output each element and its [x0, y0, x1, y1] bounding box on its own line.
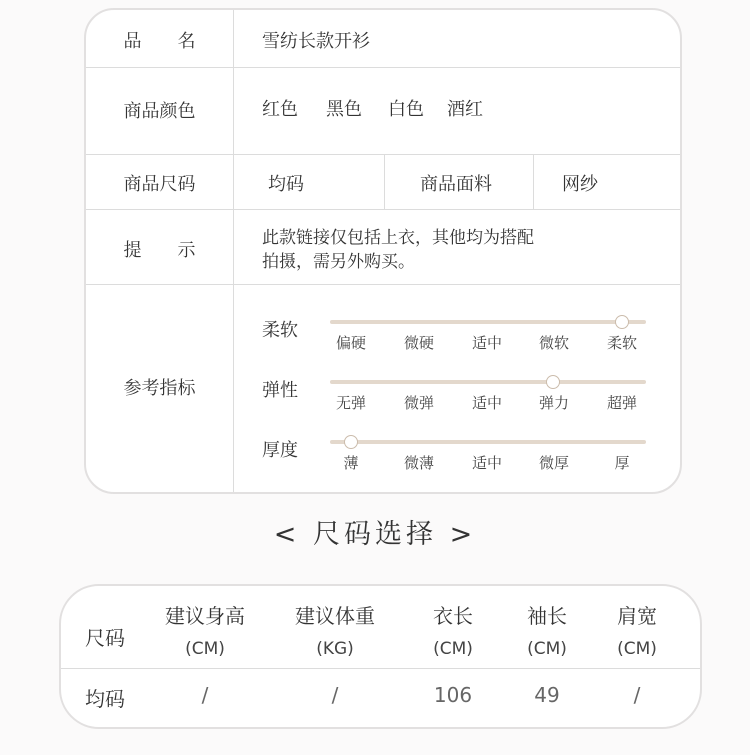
tip-line-1: 此款链接仅包括上衣，其他均为搭配	[262, 228, 534, 248]
row-divider	[86, 154, 680, 155]
header-divider	[61, 668, 700, 669]
header-unit: (KG)	[316, 639, 354, 659]
size-table-header	[135, 600, 275, 659]
indicator-knob	[546, 375, 560, 389]
header-unit: (CM)	[527, 639, 567, 659]
size-table-header	[567, 600, 702, 659]
indicator-track	[330, 320, 646, 324]
indicator-label: 弹性	[262, 380, 298, 401]
indicator-tick-label: 薄	[343, 454, 359, 472]
indicator-tick-label: 偏硬	[335, 334, 367, 352]
indicator-track	[330, 380, 646, 384]
size-table-cell: /	[201, 683, 209, 707]
fabric-value: 网纱	[562, 174, 598, 195]
size-value: 均码	[268, 174, 304, 195]
header-title: 衣长	[433, 604, 473, 628]
reference-label: 参考指标	[123, 378, 196, 399]
indicator-tick-label: 无弹	[335, 394, 367, 412]
indicator-tick-label: 适中	[471, 454, 503, 472]
name-value: 雪纺长款开衫	[262, 31, 370, 52]
indicator-tick-label: 微硬	[403, 334, 435, 352]
size-table-cell: 106	[433, 683, 473, 707]
size-label: 商品尺码	[123, 174, 196, 195]
indicator-knob	[615, 315, 629, 329]
header-title: 建议身高	[165, 604, 245, 628]
header-unit: (CM)	[433, 639, 473, 659]
size-section-title: < 尺码选择 >	[273, 519, 477, 550]
color-white: 白色	[388, 99, 424, 120]
indicator-tick-label: 微软	[538, 334, 570, 352]
size-table-cell: /	[633, 683, 641, 707]
indicator-tick-label: 柔软	[606, 334, 638, 352]
indicator-track	[330, 440, 646, 444]
header-unit: (CM)	[617, 639, 657, 659]
indicator-tick-label: 微薄	[403, 454, 435, 472]
indicator-knob	[344, 435, 358, 449]
indicator-tick-label: 厚	[614, 454, 630, 472]
row-divider	[86, 209, 680, 210]
size-table-cell: 均码	[85, 687, 125, 711]
header-title: 袖长	[527, 604, 567, 628]
header-unit: (CM)	[185, 639, 225, 659]
color-wine-red: 酒红	[447, 99, 483, 120]
row-divider	[86, 284, 680, 285]
indicator-tick-label: 微弹	[403, 394, 435, 412]
cell-divider	[533, 154, 534, 209]
indicator-label: 柔软	[262, 320, 298, 341]
indicator-tick-label: 适中	[471, 334, 503, 352]
indicator-label: 厚度	[262, 440, 298, 461]
size-table-cell: 49	[534, 683, 560, 707]
indicator-tick-label: 微厚	[538, 454, 570, 472]
color-black: 黑色	[326, 99, 362, 120]
tip-label: 提 示	[123, 240, 196, 261]
header-title: 肩宽	[617, 604, 657, 628]
size-table	[59, 584, 702, 729]
fabric-label: 商品面料	[420, 174, 492, 195]
size-table-cell: /	[331, 683, 339, 707]
cell-divider	[384, 154, 385, 209]
color-red: 红色	[262, 99, 298, 120]
size-table-header: 尺码	[85, 626, 125, 650]
column-divider	[233, 10, 234, 492]
row-divider	[86, 67, 680, 68]
indicator-tick-label: 超弹	[606, 394, 638, 412]
indicator-tick-label: 适中	[471, 394, 503, 412]
tip-line-2: 拍摄，需另外购买。	[262, 252, 415, 272]
header-title: 建议体重	[295, 604, 375, 628]
product-spec-card	[84, 8, 682, 494]
indicator-tick-label: 弹力	[538, 394, 570, 412]
color-label: 商品颜色	[123, 101, 196, 122]
name-label: 品 名	[123, 31, 196, 52]
